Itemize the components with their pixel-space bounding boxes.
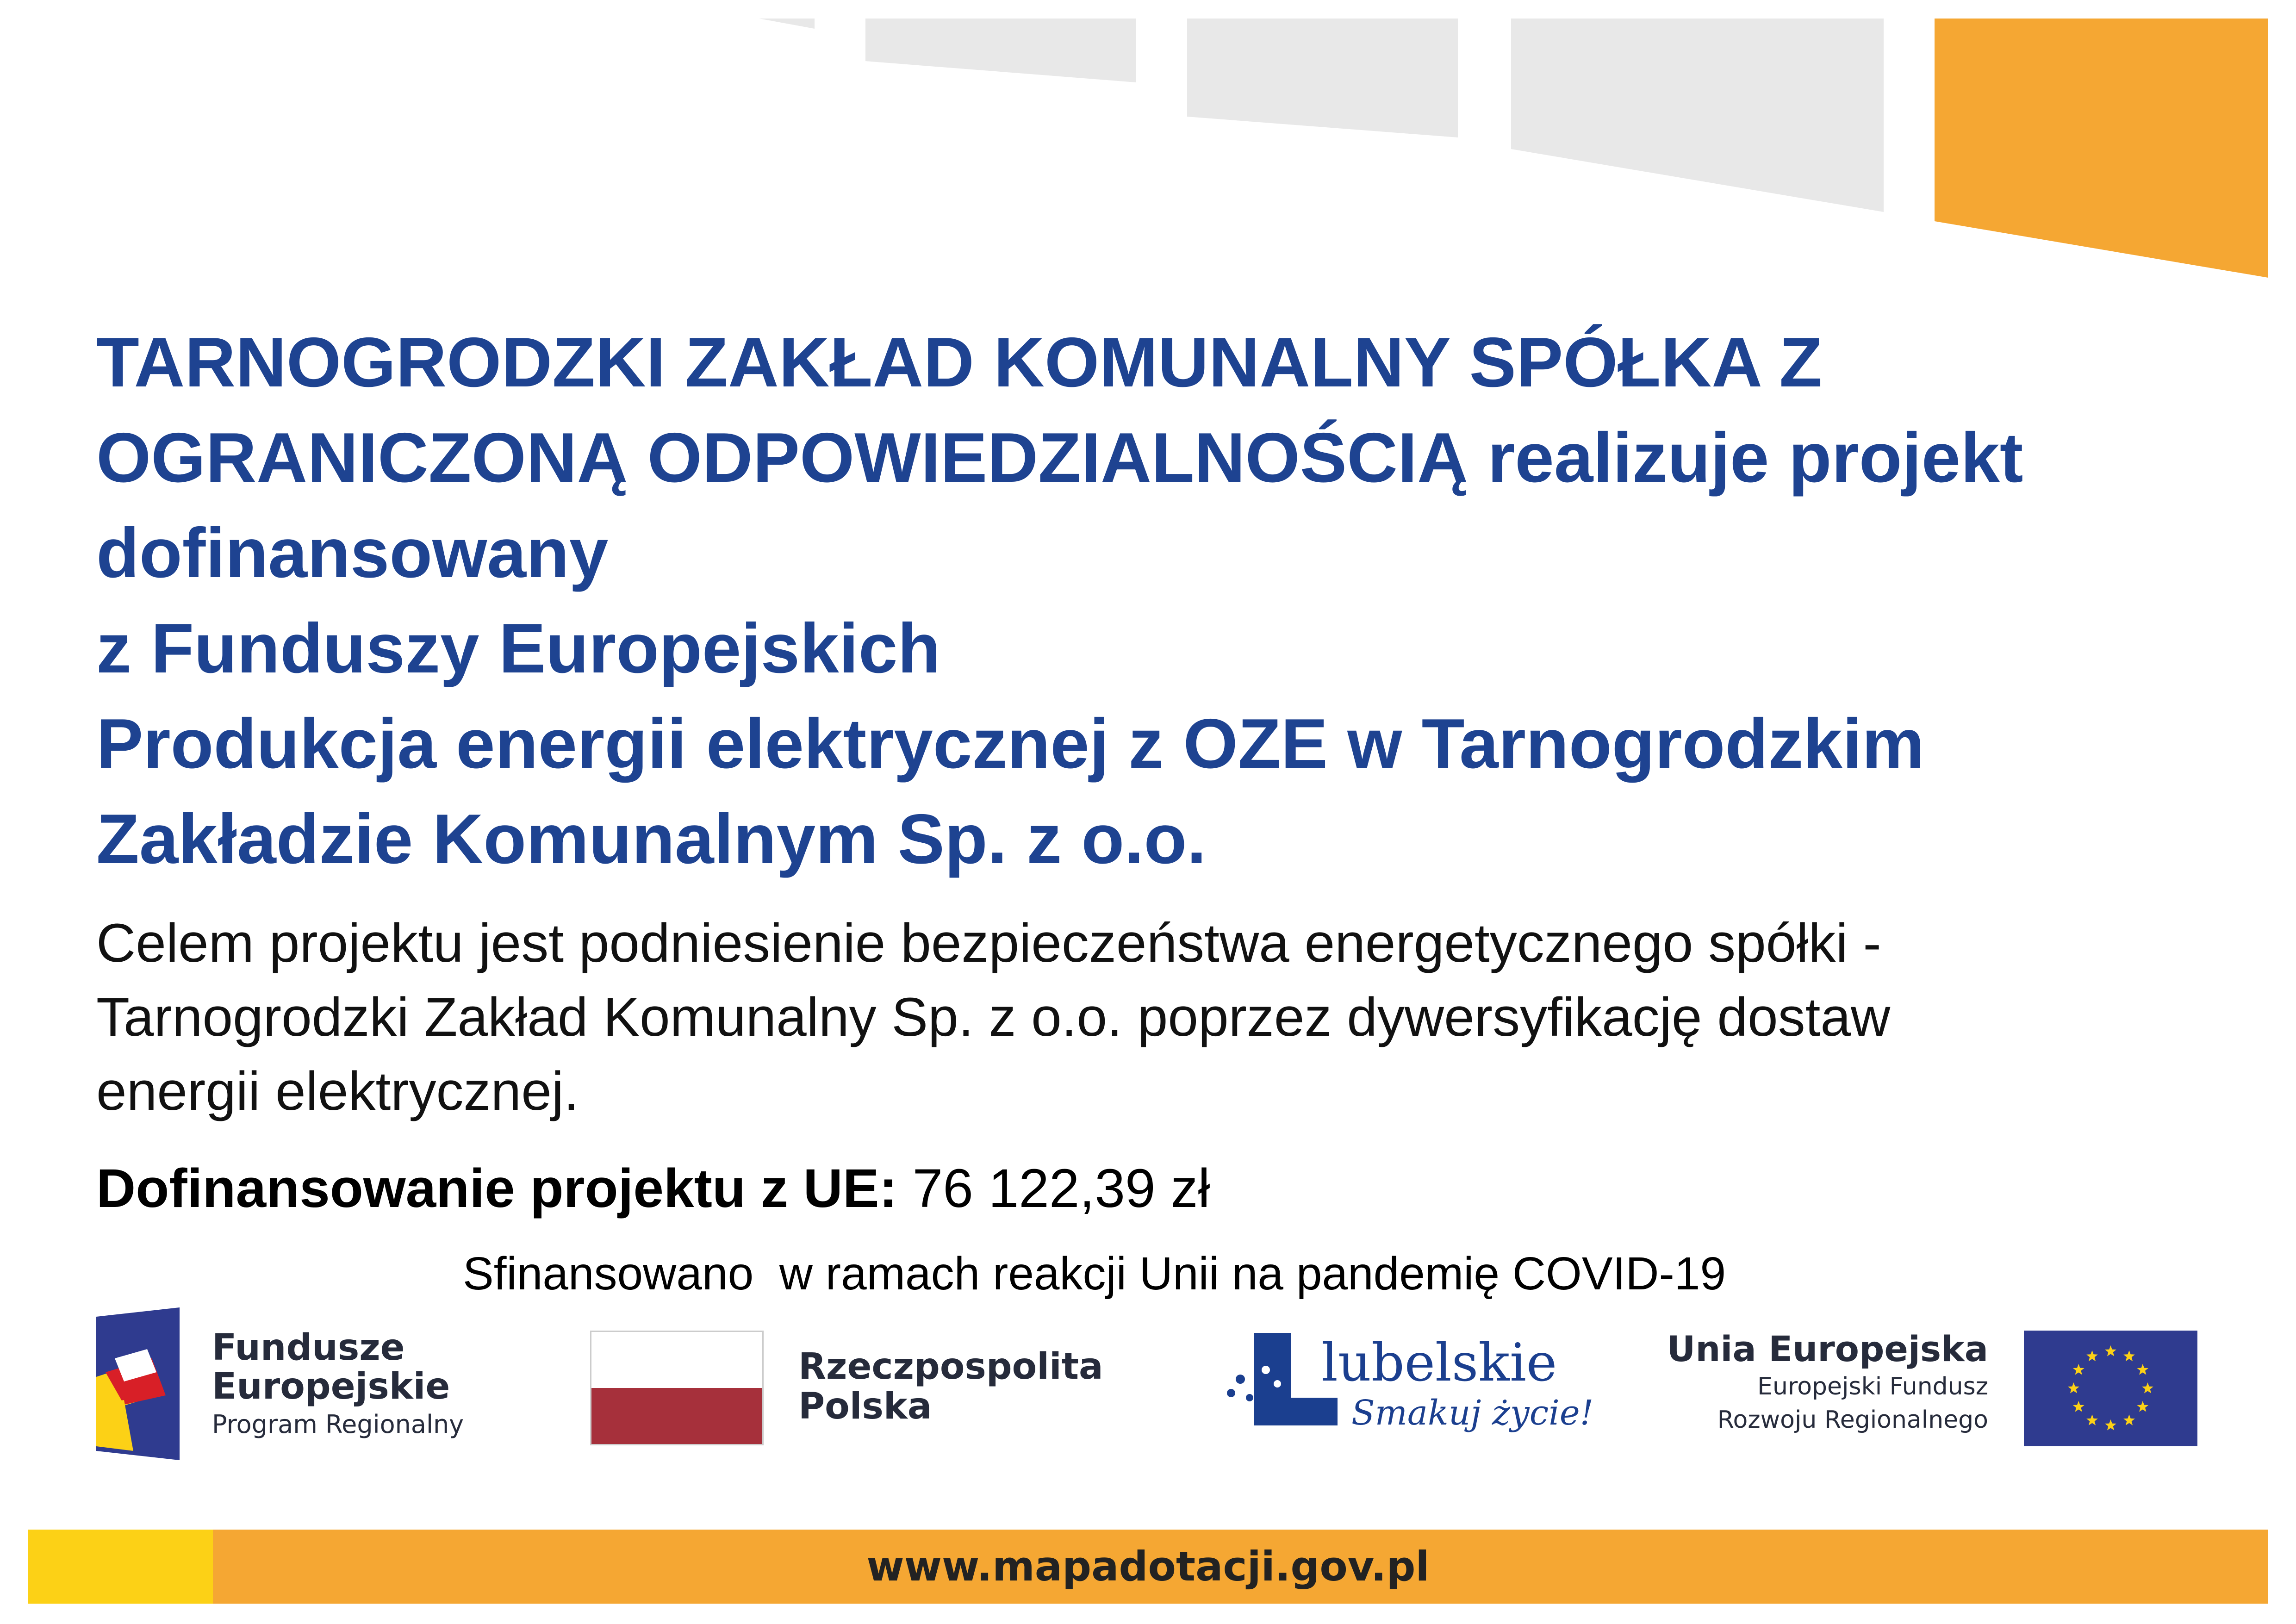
- description-line: Tarnogrodzki Zakład Komunalny Sp. z o.o. poprzez dywersyfikację dostaw: [96, 987, 1891, 1048]
- description-line: energii elektrycznej.: [96, 1061, 579, 1122]
- lubelskie-slogan: Smakuj życie!: [1351, 1393, 1594, 1433]
- fundusze-line2: Europejskie: [212, 1366, 450, 1407]
- unia-line2: Europejski Fundusz: [1757, 1373, 1988, 1400]
- project-description: [96, 906, 2179, 1128]
- fundusze-text: [212, 1328, 464, 1443]
- unia-europejska-text: [1667, 1328, 1988, 1437]
- funding-label: Dofinansowanie projektu z UE:: [96, 1158, 897, 1219]
- bottom-bar: [28, 1530, 2268, 1604]
- unia-line3: Rozwoju Regionalnego: [1717, 1406, 1988, 1434]
- unia-line1: Unia Europejska: [1667, 1328, 1988, 1369]
- rzeczpospolita-text: [798, 1347, 1103, 1426]
- funding-info: [96, 1157, 1210, 1220]
- funding-amount: 76 122,39 zł: [912, 1158, 1210, 1219]
- title-line: OGRANICZONĄ ODPOWIEDZIALNOŚCIĄ realizuje projekt: [96, 418, 2023, 497]
- rzeczpospolita-line2: Polska: [798, 1386, 932, 1427]
- lubelskie-name: lubelskie: [1321, 1333, 1557, 1393]
- polish-flag-icon: [590, 1331, 764, 1445]
- top-decoration: [0, 0, 2296, 287]
- title-line: z Funduszy Europejskich: [96, 609, 941, 688]
- project-title: [96, 315, 2179, 887]
- fundusze-line1: Fundusze: [212, 1327, 405, 1369]
- fundusze-europejskie-logo-icon: [96, 1307, 180, 1460]
- covid-note: Sfinansowano w ramach reakcji Unii na pandemię COVID-19: [463, 1248, 1726, 1300]
- title-line: dofinansowany: [96, 514, 609, 592]
- decor-grey-sliver: [759, 19, 815, 29]
- title-line: Produkcja energii elektrycznej z OZE w Tarnogrodzkim: [96, 704, 1925, 783]
- title-line: Zakładzie Komunalnym Sp. z o.o.: [96, 800, 1207, 878]
- eu-flag-icon: [2024, 1331, 2197, 1446]
- decor-grey-block-2: [1187, 19, 1458, 137]
- decor-grey-block-3: [1511, 19, 1884, 212]
- rzeczpospolita-line1: Rzeczpospolita: [798, 1346, 1103, 1388]
- website-link[interactable]: www.mapadotacji.gov.pl: [866, 1543, 1430, 1590]
- decor-grey-block-1: [865, 19, 1136, 82]
- fundusze-line3: Program Regionalny: [212, 1410, 464, 1439]
- decor-orange-block: [1935, 19, 2268, 278]
- title-line: TARNOGRODZKI ZAKŁAD KOMUNALNY SPÓŁKA Z: [96, 323, 1823, 402]
- description-line: Celem projektu jest podniesienie bezpieczeństwa energetycznego spółki -: [96, 913, 1881, 974]
